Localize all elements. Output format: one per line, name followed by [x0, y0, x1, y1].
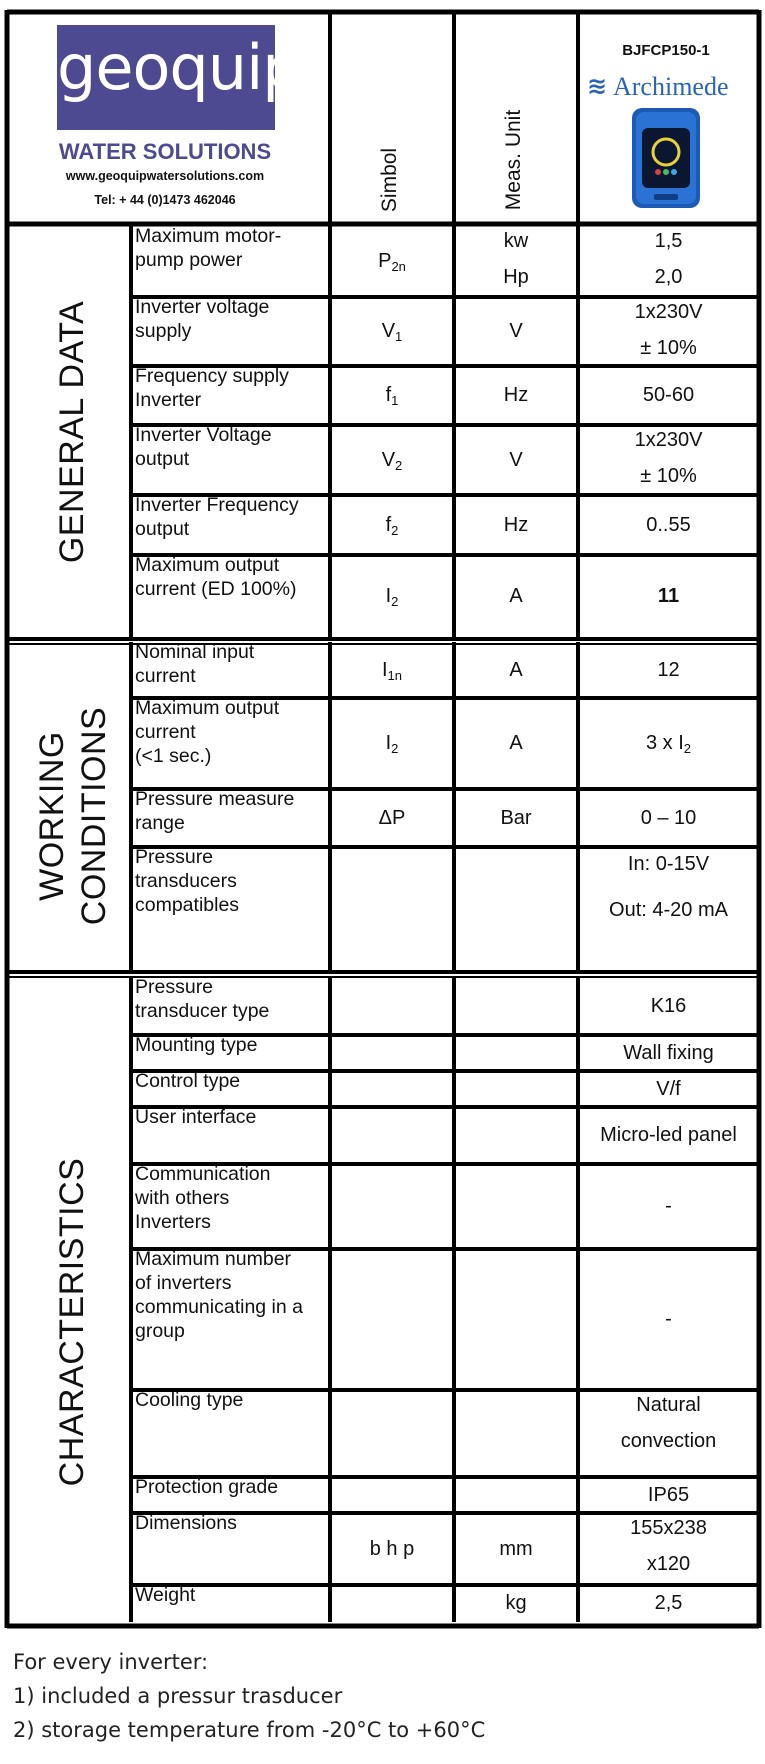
- row-description-line: Cooling type: [135, 1389, 244, 1411]
- row-description-line: Inverter Voltage: [135, 424, 272, 446]
- row-value-text: 0 – 10: [640, 806, 697, 829]
- row-description-line: Mounting type: [135, 1034, 258, 1056]
- row-description-line: group: [135, 1320, 185, 1342]
- row-description-line: Maximum output: [135, 554, 280, 576]
- row-value: [578, 851, 759, 878]
- row-symbol-text: f: [385, 513, 392, 536]
- row-symbol-subscript: 2: [395, 457, 403, 473]
- row-symbol-text: I: [385, 732, 392, 754]
- row-description-line: compatibles: [135, 894, 240, 916]
- row-value-text: ± 10%: [640, 465, 697, 487]
- row-description-line: supply: [135, 320, 192, 342]
- row-value-text: Natural: [636, 1394, 701, 1416]
- row-unit: kw: [503, 230, 529, 252]
- row-value: [578, 657, 759, 684]
- row-symbol: [330, 583, 454, 610]
- row-description-line: (<1 sec.): [135, 745, 212, 767]
- row-description-line: communicating in a: [135, 1296, 303, 1318]
- row-value: [578, 1515, 759, 1542]
- row-value-text: 50-60: [642, 384, 695, 406]
- row-description-line: pump power: [135, 249, 243, 271]
- inverter-illustration: [628, 106, 704, 210]
- row-unit: Bar: [500, 806, 532, 829]
- row-value: [578, 512, 759, 539]
- row-value-text: 1x230V: [634, 301, 703, 323]
- row-value-text: Wall fixing: [623, 1041, 714, 1064]
- row-symbol-text: P: [378, 250, 392, 272]
- row-value-text: Micro-led panel: [600, 1124, 737, 1146]
- logo-tagline: WATER SOLUTIONS: [58, 139, 272, 164]
- row-value-text: IP65: [647, 1483, 690, 1506]
- row-description-line: Maximum output: [135, 697, 280, 719]
- geoquip-logo: [57, 25, 301, 130]
- row-symbol-text: I: [385, 584, 392, 607]
- row-symbol: [330, 805, 454, 832]
- row-description-line: Maximum number: [135, 1248, 292, 1270]
- row-value-text: Out: 4-20 mA: [609, 899, 728, 921]
- row-description-line: Inverter voltage: [135, 296, 270, 318]
- row-unit: mm: [499, 1537, 533, 1560]
- row-value-text: In: 0-15V: [627, 853, 710, 875]
- row-value-text: convection: [620, 1430, 717, 1452]
- row-description-line: Protection grade: [135, 1476, 279, 1498]
- row-unit: A: [509, 584, 523, 607]
- row-symbol-text: f: [385, 384, 392, 406]
- row-value-text: -: [665, 1308, 672, 1330]
- row-value: [578, 1306, 759, 1333]
- row-description-line: User interface: [135, 1106, 257, 1128]
- archimede-brand-text: Archimede: [613, 72, 729, 101]
- footer-note-2: 2) storage temperature from -20°C to +60°C: [13, 1718, 486, 1742]
- section-working-line-2: CONDITIONS: [75, 706, 113, 926]
- unit-column-header: Meas. Unit: [502, 109, 525, 211]
- row-unit: Hz: [503, 384, 529, 406]
- row-description-line: Pressure: [135, 846, 214, 868]
- row-description-line: current: [135, 665, 196, 687]
- row-description-line: transducer type: [135, 1000, 270, 1022]
- row-description-line: with others: [135, 1187, 230, 1209]
- row-value-text: ± 10%: [640, 337, 697, 359]
- row-value: [578, 335, 759, 362]
- logo-brand-text: geoquip: [57, 31, 301, 104]
- row-description-line: Inverters: [135, 1211, 211, 1233]
- row-symbol: [330, 318, 454, 345]
- section-characteristics: CHARACTERISTICS: [53, 1157, 91, 1487]
- row-description-line: current (ED 100%): [135, 578, 297, 600]
- row-value-text: 0..55: [646, 513, 691, 536]
- row-symbol-text: V: [381, 320, 396, 342]
- row-symbol: [330, 382, 454, 409]
- row-symbol: [330, 730, 454, 757]
- row-symbol-subscript: 2: [391, 593, 399, 609]
- row-value: [578, 299, 759, 326]
- row-description-line: Control type: [135, 1070, 241, 1092]
- row-unit: Hp: [503, 266, 529, 288]
- row-value: [578, 1551, 759, 1578]
- row-symbol-text: ΔP: [378, 806, 406, 829]
- row-unit: A: [509, 658, 523, 681]
- row-description-line: Dimensions: [135, 1512, 237, 1534]
- row-value-text: 1x230V: [634, 429, 703, 451]
- row-value-text: 11: [657, 584, 680, 607]
- row-description-line: output: [135, 448, 190, 470]
- row-symbol: [330, 1536, 454, 1563]
- row-unit: A: [509, 732, 523, 754]
- row-value: [578, 1482, 759, 1509]
- row-symbol-subscript: 1: [391, 393, 399, 408]
- row-description-line: Maximum motor-: [135, 225, 282, 247]
- row-symbol-subscript: 1: [395, 329, 403, 344]
- row-symbol: [330, 657, 454, 684]
- row-unit: V: [509, 320, 523, 342]
- row-value: [578, 382, 759, 409]
- row-unit: kg: [505, 1592, 527, 1614]
- row-value: [578, 1076, 759, 1103]
- row-value: [578, 1122, 759, 1149]
- logo-phone: Tel: + 44 (0)1473 462046: [94, 193, 236, 207]
- symbol-column-header: Simbol: [378, 147, 401, 213]
- row-description-line: Pressure: [135, 976, 214, 998]
- row-value: [578, 463, 759, 490]
- inverter-product-image: [628, 106, 704, 210]
- row-value: [578, 730, 759, 757]
- row-value-text: 12: [657, 658, 680, 681]
- row-symbol-text: I: [381, 658, 388, 681]
- row-value: [578, 1428, 759, 1455]
- row-description-line: transducers: [135, 870, 237, 892]
- footer-note-title: For every inverter:: [13, 1650, 209, 1674]
- archimede-mark-icon: ≋: [587, 73, 608, 100]
- row-value: [578, 1193, 759, 1220]
- row-value: [578, 1590, 759, 1617]
- row-value: [578, 1040, 759, 1067]
- row-symbol-subscript: 2n: [391, 259, 406, 274]
- archimede-logo: [585, 72, 755, 102]
- row-value: [578, 993, 759, 1020]
- section-working-line-1: WORKING: [33, 731, 71, 901]
- footer-note-1: 1) included a pressur trasducer: [13, 1684, 343, 1708]
- model-number: BJFCP150-1: [622, 42, 710, 59]
- row-description-line: current: [135, 721, 196, 743]
- row-value-text: -: [665, 1195, 672, 1217]
- row-value: [578, 264, 759, 291]
- row-value-text: 155x238: [630, 1517, 707, 1539]
- row-value-text: 2,5: [654, 1592, 683, 1614]
- row-value: [578, 805, 759, 832]
- row-description-line: Communication: [135, 1163, 271, 1185]
- row-value-text: 1,5: [654, 230, 683, 252]
- row-symbol-subscript: 2: [391, 741, 399, 756]
- row-value-text: 3 x I: [645, 732, 684, 754]
- row-value: [578, 427, 759, 454]
- section-general-data: GENERAL DATA: [53, 300, 91, 564]
- row-symbol-text: V: [381, 448, 396, 471]
- row-value-text: 2,0: [654, 266, 683, 288]
- row-description-line: range: [135, 812, 185, 834]
- row-value: [578, 1392, 759, 1419]
- row-description-line: Pressure measure: [135, 788, 295, 810]
- row-description-line: Weight: [135, 1584, 196, 1606]
- row-description-line: output: [135, 518, 190, 540]
- row-symbol: [330, 512, 454, 539]
- row-value-text: K16: [650, 994, 687, 1017]
- row-description-line: Inverter: [135, 389, 202, 411]
- row-value-subscript: 2: [683, 741, 692, 756]
- row-value-text: x120: [646, 1553, 691, 1575]
- row-unit: V: [509, 448, 523, 471]
- row-description-line: Frequency supply: [135, 365, 289, 387]
- row-symbol: [330, 248, 454, 275]
- row-unit: Hz: [503, 513, 529, 536]
- row-description-line: Inverter Frequency: [135, 494, 299, 516]
- logo-website: www.geoquipwatersolutions.com: [65, 169, 265, 183]
- row-description-line: of inverters: [135, 1272, 232, 1294]
- section-working-conditions: [31, 707, 115, 925]
- row-symbol: [330, 447, 454, 474]
- row-symbol-subscript: 2: [391, 522, 399, 538]
- row-symbol-subscript: 1n: [387, 667, 403, 683]
- row-symbol-text: b h p: [369, 1537, 415, 1560]
- row-description-line: Nominal input: [135, 641, 255, 663]
- row-value: [578, 228, 759, 255]
- row-value-text: V/f: [656, 1077, 681, 1100]
- row-value: [578, 583, 759, 610]
- row-value: [578, 897, 759, 924]
